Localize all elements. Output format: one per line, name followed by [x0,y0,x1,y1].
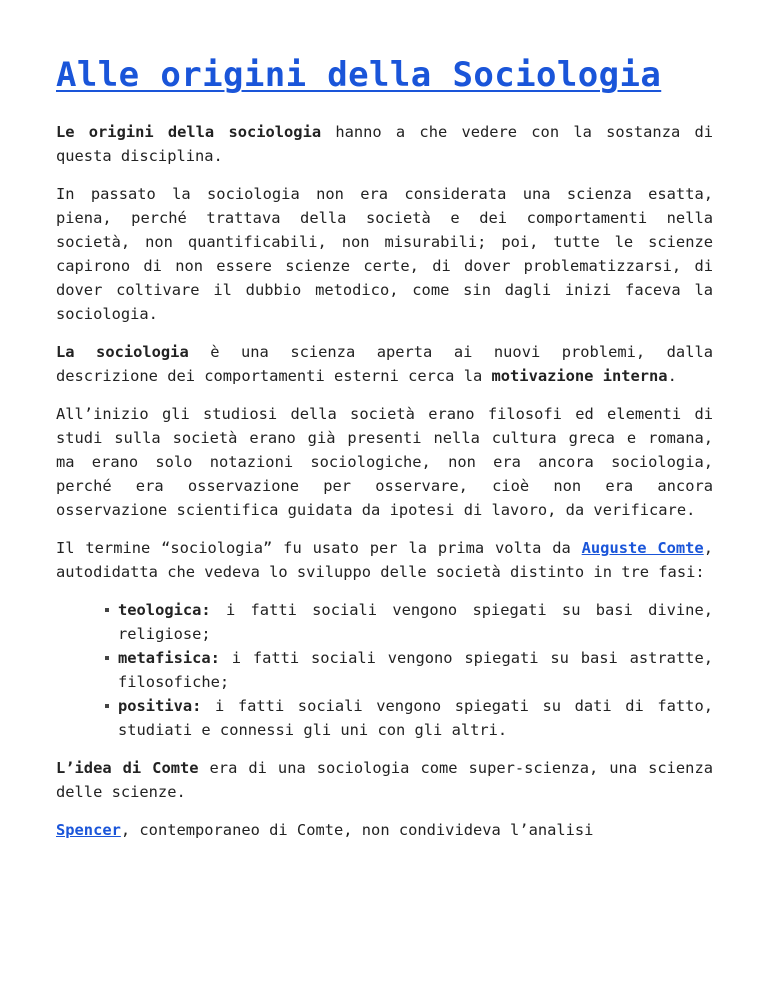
phase-term: teologica: [118,601,211,619]
spencer-text: , contemporaneo di Comte, non condivideva l’analisi [120,821,594,839]
open-science-text: è una scienza aperta ai nuovi problemi, dalla descrizione dei comportamenti esterni cerca la [56,343,713,385]
open-science-end: . [667,367,677,385]
list-item-teologica [118,598,713,646]
bold-motivazione: motivazione interna [491,367,668,385]
bold-la-sociologia: La sociologia [56,343,189,361]
bullet-icon [105,704,109,708]
phase-desc: i fatti sociali vengono spiegati su basi astratte, filosofiche; [118,649,713,691]
phase-desc: i fatti sociali vengono spiegati su basi divine, religiose; [118,601,713,643]
spencer-link[interactable]: Spencer [56,821,121,839]
paragraph-past: In passato la sociologia non era considerata una scienza esatta, piena, perché trattava della società e dei comportamenti nella società, non quantificabili, non misurabili; poi, tutte le scienze capirono di non essere scienze certe, di dover problematizzarsi, di dover coltivare il dubbio metodico, come sin dagli inizi faceva la sociologia. [56,185,713,323]
bold-origins: Le origini della sociologia [56,123,322,141]
comte-text-2: , autodidatta che vedeva lo sviluppo delle società distinto in tre fasi: [56,539,713,581]
phase-desc: i fatti sociali vengono spiegati su dati di fatto, studiati e connessi gli uni con gli altri. [118,697,713,739]
page-title [56,52,713,98]
phases-list [56,598,713,742]
paragraph-intro [56,120,713,168]
intro-text: hanno a che vedere con la sostanza di questa disciplina. [56,123,713,165]
paragraph-spencer [56,818,713,842]
phase-term: positiva: [118,697,202,715]
paragraph-open-science [56,340,713,388]
comte-text-1: Il termine “sociologia” fu usato per la prima volta da [56,539,582,557]
bold-idea-comte: L’idea di Comte [56,759,199,777]
bullet-icon [105,608,109,612]
paragraph-comte-idea [56,756,713,804]
paragraph-comte [56,536,713,584]
phase-term: metafisica: [118,649,220,667]
list-item-metafisica [118,646,713,694]
list-item-positiva [118,694,713,742]
comte-idea-text: era di una sociologia come super-scienza, una scienza delle scienze. [56,759,713,801]
article [56,52,713,856]
paragraph-beginnings: All’inizio gli studiosi della società erano filosofi ed elementi di studi sulla società erano già presenti nella cultura greca e romana, ma erano solo notazioni sociologiche, non era ancora sociologia, perché era osservazione per osservare, cioè non era ancora osservazione scientifica guidata da ipotesi di lavoro, da verificare. [56,405,713,519]
title-link[interactable]: Alle origini della Sociologia [56,55,662,95]
auguste-comte-link[interactable]: Auguste Comte [581,539,704,557]
bullet-icon [105,656,109,660]
